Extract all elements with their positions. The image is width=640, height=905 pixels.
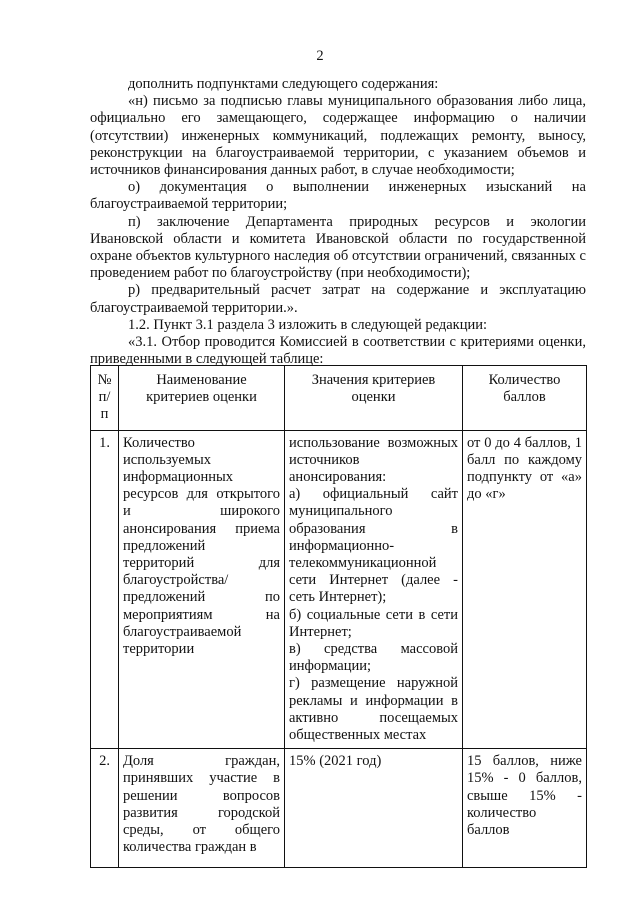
row-number: 1. <box>91 430 119 749</box>
paragraph-p: п) заключение Департамента природных ресурсов и экологии Ивановской области и комитета Ивановской области по государственной охране объектов культурного наследия об отсутствии ограничений, связанных с проведением работ по благоустройству (при необходимости); <box>90 213 586 282</box>
document-body <box>90 76 586 368</box>
paragraph-3-1: «3.1. Отбор проводится Комиссией в соответствии с критериями оценки, приведенными в следующей таблице: <box>90 334 586 368</box>
paragraph-n: «н) письмо за подписью главы муниципального образования либо лица, официально его замещающего, содержащее информацию о наличии (отсутствии) инженерных коммуникаций, подлежащих ремонту, выносу, реконструкции на благоустраиваемой территории, с указанием объемов и источников финансирования данных работ, в случае необходимости; <box>90 93 586 179</box>
row-number: 2. <box>91 749 119 868</box>
points-value: 15 баллов, ниже 15% - 0 баллов, свыше 15% - количество баллов <box>463 749 587 868</box>
value-line: б) социальные сети в сети Интернет; <box>289 606 458 640</box>
value-line: г) размещение наружной рекламы и информации в активно посещаемых общественных местах <box>289 675 458 744</box>
header-criteria-name: Наименование критериев оценки <box>119 366 285 431</box>
criteria-values <box>285 430 463 749</box>
criteria-values <box>285 749 463 868</box>
criteria-table <box>90 365 587 868</box>
header-number: № п/п <box>91 366 119 431</box>
header-points: Количество баллов <box>463 366 587 431</box>
points-value: от 0 до 4 баллов, 1 балл по каждому подпункту от «а» до «г» <box>463 430 587 749</box>
criteria-name: Доля граждан, принявших участие в решении вопросов развития городской среды, от общего количества граждан в <box>119 749 285 868</box>
value-line: в) средства массовой информации; <box>289 641 458 675</box>
page-number: 2 <box>316 48 324 64</box>
paragraph-r: р) предварительный расчет затрат на содержание и эксплуатацию благоустраиваемой территории.». <box>90 282 586 316</box>
paragraph-intro: дополнить подпунктами следующего содержания: <box>128 76 439 92</box>
table-row <box>91 749 587 868</box>
value-line: 15% (2021 год) <box>289 753 382 770</box>
paragraph-o: о) документация о выполнении инженерных изысканий на благоустраиваемой территории; <box>90 179 586 213</box>
value-line: а) официальный сайт муниципального образования в информационно-телекоммуникационной сети Интернет (далее - сеть Интернет); <box>289 486 458 606</box>
value-line: использование возможных источников анонсирования: <box>289 434 458 486</box>
table-row <box>91 430 587 749</box>
table-header-row <box>91 366 587 431</box>
header-criteria-values: Значения критериев оценки <box>285 366 463 431</box>
criteria-name: Количество используемых информационных ресурсов для открытого и широкого анонсирования приема предложений территорий для благоустройства/ предложений по мероприятиям на благоустраиваемой территории <box>119 430 285 749</box>
paragraph-1-2: 1.2. Пункт 3.1 раздела 3 изложить в следующей редакции: <box>128 316 488 333</box>
